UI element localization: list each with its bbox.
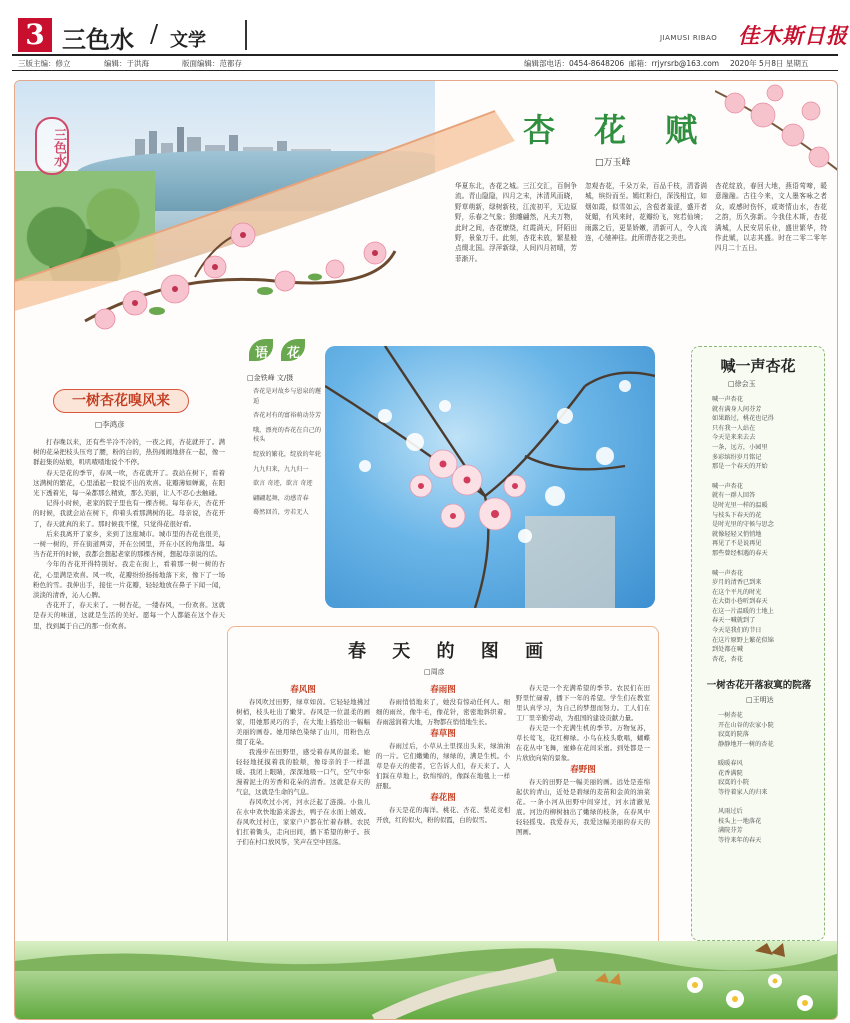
subsection-text: 我漫步在田野里，感受着春风的温柔。她轻轻地抚摸着我的脸颊，像母亲的手一样温暖。我闭上眼睛，深深地吸一口气，空气中弥漫着泥土的芳香和花朵的清香。这就是春天的气息，这就是生命的气息。 (236, 748, 370, 796)
masthead-divider (245, 20, 247, 50)
poem-line: 绽放的繁花，绽放的年轮 (253, 450, 322, 458)
second-poem-author: □王明达 (746, 696, 774, 704)
content-frame (14, 80, 838, 1020)
poem-line: 在这一片温暖的土地上 (712, 607, 774, 615)
poem-line: 岁月的清香已到来 (712, 579, 762, 587)
poem-stanza (712, 569, 818, 665)
poem-line: 枝头上一地落花 (718, 817, 762, 825)
poem-stanza (712, 482, 818, 559)
main-article-column-1: 华夏东北，杏花之城。三江交汇，百舸争流。青山隐隐，四月之末，沐清风而晓，野草萌新，绿树新枝，江流初平，无边原野，乐春之气象；独雕翩然，凡夫万物，此时之间，杏花缭绕，红霞满天，阡陌田野，景象万千。此刻，杏花未放，繁星般点缀北国。浮萍新绿，人间四月初晴，芳菲渐开。 (455, 182, 577, 263)
paragraph: 打春晚以来，还有些半冷不冷的，一夜之间，杏花就开了。满树的花朵把枝头压弯了腰，粉的白的，热热闹闹地挤在一起，像一群赶集的姑娘，叽叽喳喳地说个不停。 (33, 438, 225, 467)
paragraph: 记得小时候，老家的院子里也有一棵杏树。每年春天，杏花开的时候，我就会站在树下，仰着头看那满树的花。母亲说，杏花开了，春天就真的来了。那时候我不懂，只觉得花很好看。 (33, 499, 225, 528)
masthead (0, 0, 850, 58)
poem-line: 喊一声杏花 (712, 569, 743, 577)
main-article-author: □万玉峰 (595, 158, 631, 168)
subsection-text: 春风吹过田野，绿草如茵。它轻轻地拂过树梢，枝头吐出了嫩芽。春风是一位温柔的画家，用她那灵巧的手，在大地上描绘出一幅幅美丽的画卷。她用绿色染绿了山川，用粉色点缀了花朵。 (236, 698, 370, 746)
meadow-illustration (15, 941, 838, 1020)
poem-line: 是时光里一样的温暖 (712, 501, 768, 509)
page-number-badge: 3 (18, 18, 52, 52)
poem-line: 春天一喊就到了 (712, 617, 756, 625)
apricot-blossom-photo (325, 346, 655, 608)
section-subtitle: 文学 (170, 30, 206, 51)
poem-line (718, 797, 818, 807)
apricot-branch-decoration (75, 211, 405, 341)
poem-line: 是时光里的守候与思念 (712, 521, 774, 529)
spring-section-author: □周彦 (424, 668, 445, 676)
poem-line: 再见了不是说再见 (712, 540, 762, 548)
paragraph: 杏花开了，春天来了。一树杏花，一缕春风，一份欢喜。这就是春天的味道，这就是生活的美好。愿每一个人都能在这个春天里，找到属于自己的那一份欢喜。 (33, 601, 225, 630)
poem-line: 哦，漂亮的杏花在自己的枝头 (253, 426, 322, 444)
poem-line: 一树杏花 (718, 712, 743, 719)
poem-stanza (712, 395, 818, 472)
spring-section-title: 春 天 的 图 画 (348, 641, 554, 662)
right-poem-box (691, 346, 825, 941)
main-article-column-3: 杏花绽放，春回大地，燕语莺啼，暖意融融。古往今来，文人墨客咏之者众，或感时伤怀，或寄情山水，杏花之韵，历久弥新。今我佳木斯，杏花满城，人民安居乐业，盛世繁华，特作此赋，以志其盛。时在二零二零年四月二十五日。 (715, 182, 827, 253)
poem-line: 与枝头下春天的花 (712, 511, 762, 519)
yuhua-byline: □金铁峰 文/摄 (247, 374, 294, 382)
yuhua-poem (253, 387, 325, 603)
poem-line: 一条，远方，小园里 (712, 443, 768, 451)
paper-logo: 佳木斯日报 (738, 23, 848, 48)
poem-line: 喊一声杏花 (712, 482, 743, 490)
poem-line: 满院芬芳 (718, 827, 743, 835)
subsection-text: 春天的田野是一幅美丽的画。远处是连绵起伏的青山，近处是碧绿的麦苗和金黄的油菜花。一条小河从田野中间穿过，河水清澈见底。河边的柳树抽出了嫩绿的枝条，在春风中轻轻摇曳。我爱春天，我爱这幅美丽的春天的图画。 (516, 778, 650, 836)
right-poem-body (712, 395, 818, 674)
poem-line: 开在山谷的农家小院 (718, 721, 774, 729)
second-poem-body (718, 711, 818, 845)
subsection-text: 春天是一个充满生机的季节。万物复苏，草长莺飞，花红柳绿。小鸟在枝头歌唱，蝴蝶在花丛中飞舞，蜜蜂在花间采蜜。到处都是一片欣欣向荣的景象。 (516, 724, 650, 762)
poem-line: 如果路过，桃花也记得 (712, 415, 774, 423)
section-stamp: 三色水 (35, 117, 69, 175)
subsection-text: 春天是花的海洋。桃花、杏花、梨花竞相开放，红的似火，粉的似霞，白的似雪。 (376, 806, 510, 824)
poem-line: 就像轻轻又悄悄地 (712, 530, 762, 538)
subsection-heading: 春风图 (290, 685, 316, 695)
right-poem-title: 喊一声杏花 (720, 357, 796, 375)
corner-blossom-decoration (715, 81, 838, 191)
phone: 编辑部电话：0454-8648206 (524, 59, 625, 68)
subsection-text: 春天是一个充满希望的季节。农民们在田野里忙碌着，播下一年的希望。学生们在教室里认真学习，为自己的梦想而努力。工人们在工厂里辛勤劳动，为祖国的建设贡献力量。 (516, 684, 650, 722)
right-poem-author: □徐会玉 (728, 380, 756, 388)
subsection-text: 春雨悄悄地来了，她没有惊动任何人。细细的雨丝，像牛毛，像花针，密密地斜织着。春雨滋润着大地，万物都在悄悄地生长。 (376, 698, 510, 726)
layout-editor: 版面编辑：范都存 (182, 59, 242, 68)
section-name: 三色水 (62, 25, 134, 54)
yuhua-char-1: 语 (255, 346, 269, 361)
info-bar (12, 57, 838, 69)
poem-line: 静静地开一树的杏花 (718, 740, 774, 748)
poem-line: 等待着家人的归来 (718, 788, 768, 796)
main-article-column-2: 忽观杏花，千朵万朵，百品千枝，清香满城，缤纷而至。嫣红粉白，深浅相宜，如烟如霞，似雪如云，含苞者羞涩，盛开者妩媚，有风来时，花瓣纷飞，宛若仙境；雨露之后，更显娇嫩，清新可人，令人流连，心驰神往。此所谓杏花之美也。 (585, 182, 707, 243)
poem-line: 等待来年的春天 (718, 836, 762, 844)
poem-line: 风雨过后 (718, 807, 743, 815)
left-article-title: 一树杏花嗅风来 (53, 389, 189, 413)
poem-line: 今天是我们的节日 (712, 627, 762, 635)
poem-line: 多彩缤纷岁月铭记 (712, 453, 762, 461)
editor: 编辑：于洪海 (104, 59, 149, 68)
yuhua-header (245, 339, 315, 361)
poem-line: 暖暖春风 (718, 759, 743, 767)
paragraph: 今年的杏花开得特别好。我走在街上，看着那一树一树的杏花，心里满是欢喜。风一吹，花瓣纷纷扬扬地落下来，像下了一场粉色的雪。我伸出手，接住一片花瓣，轻轻地放在鼻子下闻一闻，淡淡的清香，沁人心脾。 (33, 560, 225, 600)
poem-line: 花香满院 (718, 769, 743, 777)
poem-line: 只有我一人站在 (712, 424, 756, 432)
subsection-heading: 春雨图 (430, 685, 456, 695)
yuhua-char-2: 花 (287, 346, 301, 361)
poem-line: 那是一个春天的开始 (712, 463, 768, 471)
left-article-author: □李鸿彦 (95, 420, 125, 429)
poem-line: 杏花，杏花 (712, 655, 743, 663)
paragraph: 后来我离开了家乡，来到了这座城市。城市里的杏花也很美，一树一树的，开在街道两旁，开在公园里，开在小区的角落里。每当杏花开的时候，我都会想起老家的那棵杏树，想起母亲说的话。 (33, 529, 225, 559)
subsection-text: 春风吹过小河，河水泛起了涟漪。小鱼儿在水中欢快地游来游去，鸭子在水面上嬉戏。春风吹过村庄，家家户户都在忙着春耕。农民们扛着锄头，走向田间，播下希望的种子。孩子们在村口放风筝，笑声在空中回荡。 (236, 798, 370, 846)
second-poem-title: 一树杏花开落寂寞的院落 (706, 680, 812, 691)
poem-line: 今天是来来去去 (712, 434, 756, 442)
poem-line: 翩翩起舞，动感青春 (253, 494, 309, 502)
poem-line: 寂寞的小院 (718, 779, 749, 787)
poem-line: 在这个平凡的时光 (712, 588, 762, 596)
paragraph: 春天是花的季节，春风一吹，杏花就开了。我站在树下，看着这满树的繁花，心里涌起一股说不出的欢喜。花瓣薄如蝉翼，在阳光下透着光，每一朵都那么精致，那么美丽，让人不忍心去触碰。 (33, 468, 225, 498)
poem-line: 在这片原野上繁花似锦 (712, 636, 774, 644)
poem-line: 九九归来，九九归一 (253, 465, 309, 473)
issue-date: 2020年 5月8日 星期五 (730, 59, 809, 68)
subsection-heading: 春野图 (570, 765, 596, 775)
subsection-heading: 春花图 (430, 793, 456, 803)
info-rule (12, 70, 838, 71)
poem-line: 欲言 奇迹，欲言 奇迹 (253, 480, 313, 488)
email: 邮箱：rrjyrsrb@163.com (629, 59, 720, 68)
poem-line: 蓦然回首，旁若无人 (253, 509, 309, 517)
poem-line: 那些曾经相遇的春天 (712, 549, 768, 557)
poem-line: 就有一群人回答 (712, 492, 756, 500)
blossom-photo-illustration (325, 346, 655, 608)
main-article-title: 杏 花 赋 (523, 111, 712, 149)
poem-line: 在大街小巷听到春天 (712, 598, 768, 606)
subsection-text: 春雨过后，小草从土里探出头来，绿油油的一片。它们嫩嫩的，绿绿的，满是生机。小草是春天的使者，它告诉人们，春天来了。人们踩在草地上，软绵绵的，像踩在地毯上一样舒服。 (376, 742, 510, 790)
editor-chief: 三版主编：修立 (18, 59, 71, 68)
poem-line (718, 749, 818, 759)
paper-english-name: JIAMUSI RIBAO (660, 34, 718, 42)
poem-line: 寂寞的院落 (718, 731, 749, 739)
poem-line: 杏花是对故乡与恩泉的邂逅 (253, 388, 322, 405)
masthead-rule (12, 54, 838, 56)
poem-line: 就有满身人间芬芳 (712, 405, 762, 413)
poem-line: 到处都在喊 (712, 646, 743, 654)
poem-line: 杏花对有的富裕萌动芬芳 (253, 412, 322, 420)
left-article-body (33, 437, 225, 1012)
poem-line: 喊一声杏花 (712, 396, 743, 403)
subsection-heading: 春草图 (430, 729, 456, 739)
section-slash: / (150, 20, 159, 48)
